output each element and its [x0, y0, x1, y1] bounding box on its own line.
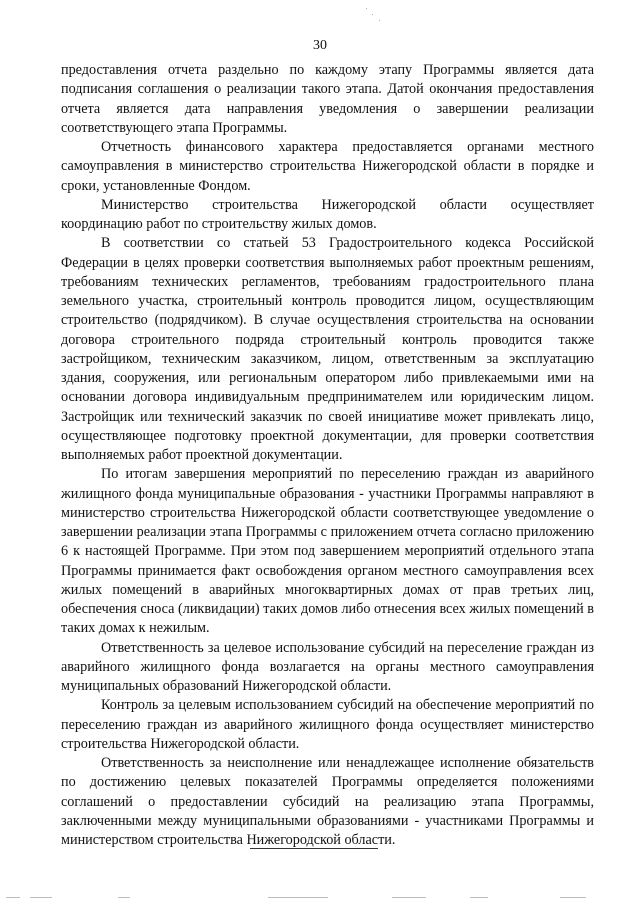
scan-dash [392, 897, 426, 898]
scan-dash [268, 897, 328, 898]
paragraph-subsidy-control: Контроль за целевым использованием субсидий на обеспечение мероприятий по переселению граждан из аварийного жилищного фонда осуществляет министерство строительства Нижегородской области. [61, 697, 594, 752]
scan-dash [470, 897, 488, 898]
paragraph-completion-notice: По итогам завершения мероприятий по переселению граждан из аварийного жилищного фонда муниципальные образования - участники Программы направляют в министерство строительства Нижегородской области соответствующее уведомление о завершении реализации этапа Программы с приложением отчета согласно приложению 6 к настоящей Программе. При этом под завершением мероприятий отдельного этапа Программы принимается факт освобождения органом местного самоуправления всех жилых помещений в аварийных многоквартирных домах от прав третьих лиц, обеспечения сноса (ликвидации) таких домов либо отнесения всех жилых помещений в таких домах к нежилым. [61, 466, 594, 637]
scan-speckle [379, 20, 380, 21]
end-of-text-divider [250, 848, 378, 849]
scan-speckle [366, 8, 367, 9]
document-body [61, 61, 594, 850]
scan-dash [118, 897, 130, 898]
paragraph-subsidy-responsibility: Ответственность за целевое использование субсидий на переселение граждан из аварийного жилищного фонда возлагается на органы местного самоуправления муниципальных образований Нижегородской области. [61, 639, 594, 694]
page-number: 30 [313, 38, 327, 53]
paragraph-report-deadline: предоставления отчета раздельно по каждому этапу Программы является дата подписания соглашения о реализации такого этапа. Датой окончания предоставления отчета является дата направления уведомления о завершении реализации соответствующего этапа Программы. [61, 62, 594, 136]
scan-edge-artifacts [0, 894, 640, 902]
paragraph-construction-control: В соответствии со статьей 53 Градостроительного кодекса Российской Федерации в целях проверки соответствия выполняемых работ проектным решениям, требованиям технических регламентов, требованиям градостроительного плана земельного участка, строительный контроль проводится лицом, осуществляющим строительство (подрядчиком). В случае осуществления строительства на основании договора строительного подряда строительный контроль проводится также застройщиком, техническим заказчиком, лицом, ответственным за эксплуатацию здания, сооружения, или региональным оператором либо привлекаемыми ими на основании договора индивидуальным предпринимателем или юридическим лицом. Застройщик или технический заказчик по своей инициативе может привлекать лицо, осуществляющее подготовку проектной документации, для проверки соответствия выполняемых работ проектной документации. [61, 235, 594, 463]
paragraph-obligation-responsibility: Ответственность за неисполнение или ненадлежащее исполнение обязательств по достижению целевых показателей Программы определяется положениями соглашений о предоставлении субсидий на реализацию этапа Программы, заключенными между муниципальными образованиями - участниками Программы и министерством строительства Нижегородской области. [61, 755, 594, 848]
scan-speckle [372, 14, 373, 15]
scan-dash [6, 897, 20, 898]
scan-dash [560, 897, 586, 898]
scan-dash [30, 897, 52, 898]
paragraph-financial-reporting: Отчетность финансового характера предоставляется органами местного самоуправления в министерство строительства Нижегородской области в порядке и сроки, установленные Фондом. [61, 139, 594, 194]
paragraph-ministry-coordination: Министерство строительства Нижегородской области осуществляет координацию работ по строительству жилых домов. [61, 196, 594, 232]
